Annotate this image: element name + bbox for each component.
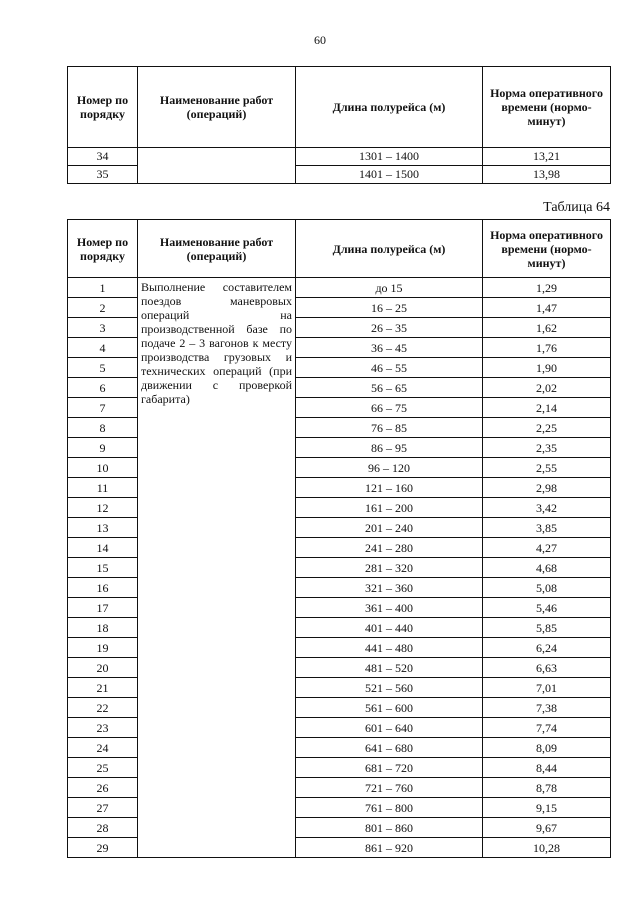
- row-number: 19: [68, 638, 138, 658]
- row-length: 641 – 680: [296, 738, 483, 758]
- row-length: 361 – 400: [296, 598, 483, 618]
- row-norm: 2,14: [483, 398, 611, 418]
- header-num: Номер по порядку: [68, 67, 138, 148]
- row-length: 801 – 860: [296, 818, 483, 838]
- row-length: 16 – 25: [296, 298, 483, 318]
- row-number: 29: [68, 838, 138, 858]
- row-length: 86 – 95: [296, 438, 483, 458]
- row-norm: 3,42: [483, 498, 611, 518]
- row-norm: 13,21: [483, 148, 611, 166]
- row-length: 281 – 320: [296, 558, 483, 578]
- row-number: 21: [68, 678, 138, 698]
- row-number: 27: [68, 798, 138, 818]
- row-length: 561 – 600: [296, 698, 483, 718]
- row-norm: 1,29: [483, 278, 611, 298]
- row-norm: 2,55: [483, 458, 611, 478]
- header-name: Наименование работ (операций): [138, 220, 296, 278]
- row-number: 12: [68, 498, 138, 518]
- row-number: 17: [68, 598, 138, 618]
- row-norm: 2,02: [483, 378, 611, 398]
- row-number: 24: [68, 738, 138, 758]
- header-num: Номер по порядку: [68, 220, 138, 278]
- row-number: 34: [68, 148, 138, 166]
- row-number: 2: [68, 298, 138, 318]
- row-norm: 2,25: [483, 418, 611, 438]
- row-norm: 7,74: [483, 718, 611, 738]
- row-norm: 6,63: [483, 658, 611, 678]
- page-number: 60: [314, 33, 326, 47]
- row-length: до 15: [296, 278, 483, 298]
- row-length: 401 – 440: [296, 618, 483, 638]
- row-length: 121 – 160: [296, 478, 483, 498]
- row-number: 25: [68, 758, 138, 778]
- header-length: Длина полурейса (м): [296, 220, 483, 278]
- row-length: 481 – 520: [296, 658, 483, 678]
- row-length: 76 – 85: [296, 418, 483, 438]
- header-norm: Норма оперативного времени (нормо-минут): [483, 220, 611, 278]
- row-number: 10: [68, 458, 138, 478]
- row-number: 5: [68, 358, 138, 378]
- row-length: 601 – 640: [296, 718, 483, 738]
- header-length: Длина полурейса (м): [296, 67, 483, 148]
- table-row: [68, 278, 611, 298]
- row-length: 1301 – 1400: [296, 148, 483, 166]
- row-length: 56 – 65: [296, 378, 483, 398]
- row-norm: 5,46: [483, 598, 611, 618]
- row-norm: 5,85: [483, 618, 611, 638]
- row-length: 861 – 920: [296, 838, 483, 858]
- row-norm: 1,90: [483, 358, 611, 378]
- row-norm: 6,24: [483, 638, 611, 658]
- row-norm: 1,47: [483, 298, 611, 318]
- row-number: 13: [68, 518, 138, 538]
- row-number: 8: [68, 418, 138, 438]
- row-length: 1401 – 1500: [296, 166, 483, 184]
- row-length: 36 – 45: [296, 338, 483, 358]
- row-norm: 7,38: [483, 698, 611, 718]
- row-number: 9: [68, 438, 138, 458]
- row-length: 521 – 560: [296, 678, 483, 698]
- row-length: 241 – 280: [296, 538, 483, 558]
- row-number: 26: [68, 778, 138, 798]
- row-norm: 3,85: [483, 518, 611, 538]
- row-number: 6: [68, 378, 138, 398]
- norms-table-continued: [67, 66, 611, 184]
- row-norm: 7,01: [483, 678, 611, 698]
- table-header-row: [68, 220, 611, 278]
- row-length: 66 – 75: [296, 398, 483, 418]
- row-norm: 8,09: [483, 738, 611, 758]
- operation-name: [138, 148, 296, 184]
- row-norm: 1,62: [483, 318, 611, 338]
- row-length: 161 – 200: [296, 498, 483, 518]
- row-norm: 2,98: [483, 478, 611, 498]
- row-length: 26 – 35: [296, 318, 483, 338]
- row-length: 201 – 240: [296, 518, 483, 538]
- header-norm: Норма оперативного времени (нормо-минут): [483, 67, 611, 148]
- row-norm: 8,78: [483, 778, 611, 798]
- row-number: 3: [68, 318, 138, 338]
- row-norm: 1,76: [483, 338, 611, 358]
- row-norm: 8,44: [483, 758, 611, 778]
- row-length: 441 – 480: [296, 638, 483, 658]
- row-length: 46 – 55: [296, 358, 483, 378]
- row-norm: 4,68: [483, 558, 611, 578]
- table-header-row: [68, 67, 611, 148]
- row-norm: 9,67: [483, 818, 611, 838]
- header-name: Наименование работ (операций): [138, 67, 296, 148]
- row-number: 16: [68, 578, 138, 598]
- row-length: 761 – 800: [296, 798, 483, 818]
- row-number: 20: [68, 658, 138, 678]
- row-number: 28: [68, 818, 138, 838]
- row-norm: 13,98: [483, 166, 611, 184]
- row-number: 22: [68, 698, 138, 718]
- row-number: 1: [68, 278, 138, 298]
- row-number: 14: [68, 538, 138, 558]
- row-length: 321 – 360: [296, 578, 483, 598]
- row-norm: 9,15: [483, 798, 611, 818]
- row-number: 7: [68, 398, 138, 418]
- row-length: 96 – 120: [296, 458, 483, 478]
- norms-table-64: [67, 219, 611, 858]
- row-length: 681 – 720: [296, 758, 483, 778]
- row-number: 11: [68, 478, 138, 498]
- operation-name: Выполнение составителем поездов маневровых операций на производственной базе по подаче 2 – 3 вагонов к месту производства грузовых и технических операций (при движении с проверкой габарита): [138, 278, 296, 858]
- row-number: 18: [68, 618, 138, 638]
- row-norm: 10,28: [483, 838, 611, 858]
- row-norm: 4,27: [483, 538, 611, 558]
- row-norm: 5,08: [483, 578, 611, 598]
- row-number: 23: [68, 718, 138, 738]
- table-caption: Таблица 64: [543, 200, 610, 215]
- table-row: [68, 148, 611, 166]
- row-number: 15: [68, 558, 138, 578]
- row-length: 721 – 760: [296, 778, 483, 798]
- row-norm: 2,35: [483, 438, 611, 458]
- row-number: 4: [68, 338, 138, 358]
- row-number: 35: [68, 166, 138, 184]
